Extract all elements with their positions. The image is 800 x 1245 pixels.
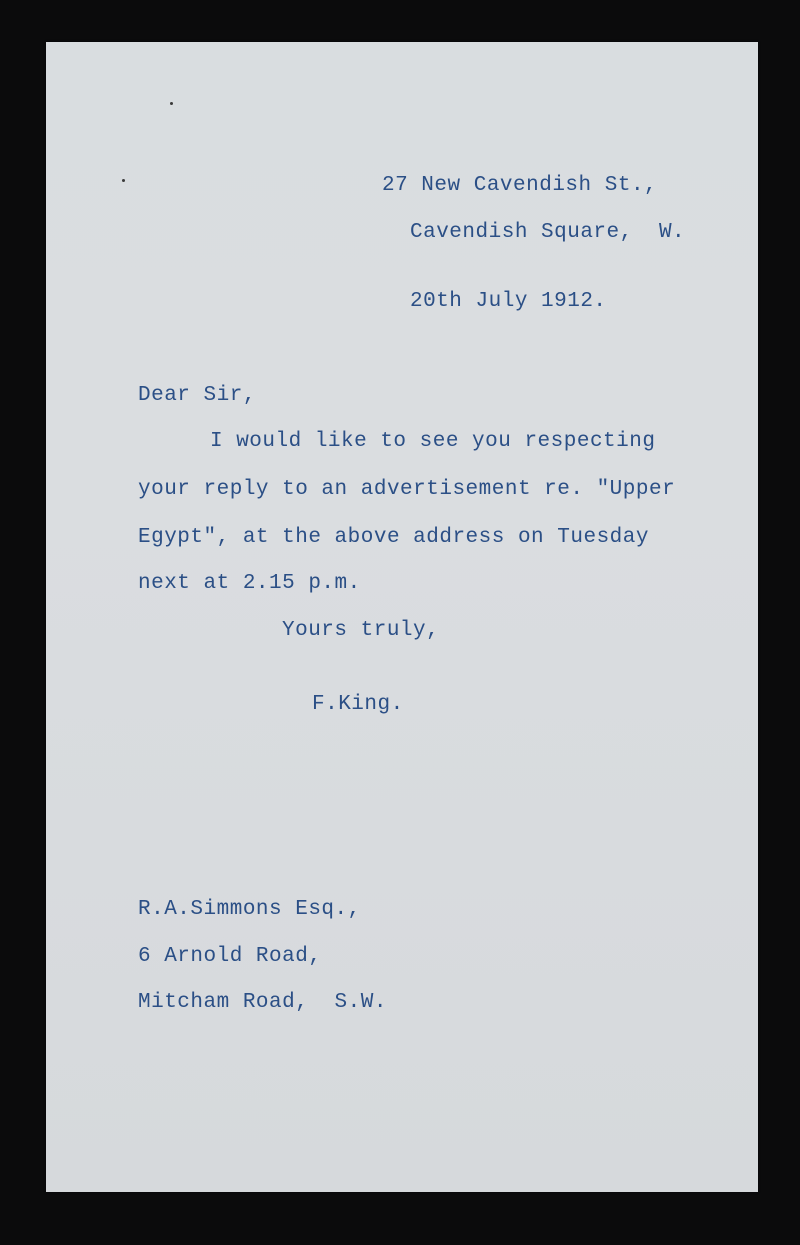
body-line-4: next at 2.15 p.m.: [138, 572, 361, 595]
letter-paper: [46, 42, 758, 1192]
salutation: Dear Sir,: [138, 384, 256, 407]
signature: F.King.: [312, 693, 404, 716]
letter-date: 20th July 1912.: [410, 290, 607, 313]
body-line-1: I would like to see you respecting: [210, 430, 656, 453]
sender-address-line1: 27 New Cavendish St.,: [382, 174, 658, 197]
body-line-3: Egypt", at the above address on Tuesday: [138, 526, 649, 549]
sender-address-line2: Cavendish Square, W.: [410, 221, 686, 244]
recipient-name: R.A.Simmons Esq.,: [138, 898, 361, 921]
paper-speck: [170, 102, 173, 105]
body-line-2: your reply to an advertisement re. "Upper: [138, 478, 676, 501]
closing: Yours truly,: [282, 619, 440, 642]
recipient-district: Mitcham Road, S.W.: [138, 991, 387, 1014]
recipient-street: 6 Arnold Road,: [138, 945, 322, 968]
paper-speck: [122, 179, 125, 182]
